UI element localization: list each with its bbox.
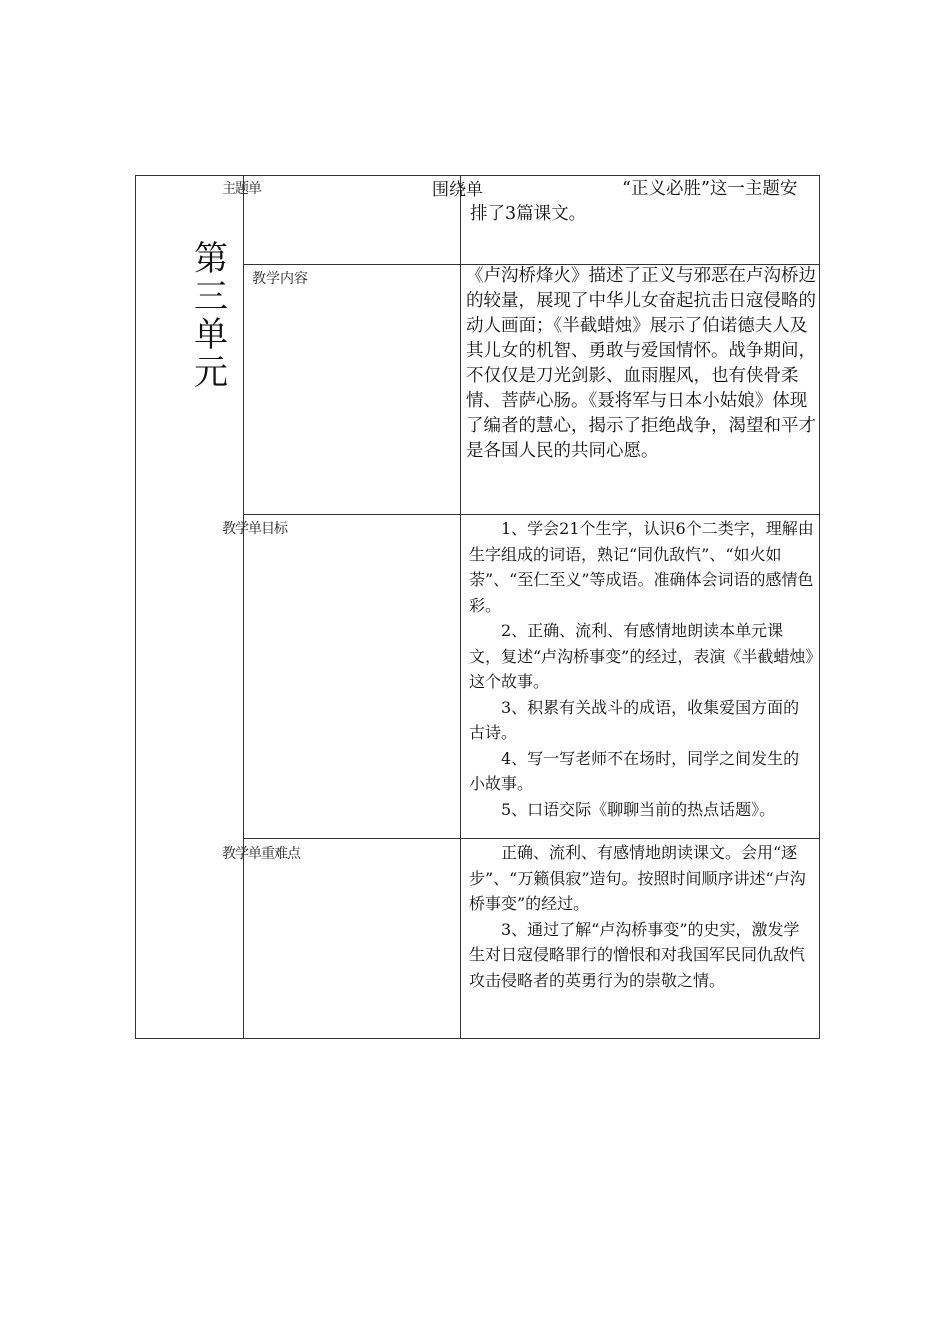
goal-item: 1、学会21个生字，认识6个二类字，理解由生字组成的词语，熟记“同仇敌忾”、“如火如荼”、“至仁至义”等成语。准确体会词语的感情色彩。: [469, 519, 814, 615]
row-label-teaching-goals: 教学单目标: [222, 521, 287, 537]
teaching-content-text: 《卢沟桥烽火》描述了正义与邪恶在卢沟桥边的较量，展现了中华儿女奋起抗击日寇侵略的动人画面；《半截蜡烛》展示了伯诺德夫人及其儿女的机智、勇敢与爱国情怀。战争期间，不仅仅是刀光剑影、血雨腥风，也有侠骨柔情、菩萨心肠。《聂将军与日本小姑娘》体现了编者的慧心，揭示了拒绝战争，渴望和平才是各国人民的共同心愿。: [466, 266, 816, 461]
column-divider-2: [460, 175, 461, 1039]
theme-header-fragment: 围绕单: [432, 180, 483, 200]
key-point-item: 正确、流利、有感情地朗读课文。会用“逐步”、“万籁俱寂”造句。按照时间顺序讲述“卢沟桥事变”的经过。: [469, 843, 806, 913]
goal-item: 4、写一写老师不在场时，同学之间发生的小故事。: [469, 748, 800, 793]
teaching-goals: [469, 516, 815, 822]
row-divider-2: [243, 514, 820, 515]
table-right-border: [819, 175, 820, 1039]
unit-title-char: 三: [194, 277, 228, 317]
row-divider-3: [243, 838, 820, 839]
column-divider-1: [243, 175, 244, 1039]
row-label-theme: 主题单: [222, 181, 261, 197]
unit-title: [186, 240, 236, 392]
unit-title-char: 元: [194, 353, 228, 393]
unit-title-char: 第: [194, 239, 228, 279]
goal-item: 5、口语交际《聊聊当前的热点话题》。: [501, 799, 776, 819]
table-left-border: [135, 175, 136, 1039]
theme-content: [470, 177, 813, 227]
teaching-content: [466, 264, 816, 464]
unit-title-char: 单: [194, 315, 228, 355]
row-label-key-points: 教学单重难点: [222, 846, 300, 862]
table-top-border: [135, 175, 820, 176]
key-point-item: 3、通过了解“卢沟桥事变”的史实，激发学生对日寇侵略罪行的憎恨和对我国军民同仇敌忾攻击侵略者的英勇行为的崇敬之情。: [469, 919, 806, 990]
goal-item: 2、正确、流利、有感情地朗读本单元课文，复述“卢沟桥事变”的经过，表演《半截蜡烛》这个故事。: [469, 621, 814, 691]
theme-text: “正义必胜”这一主题安排了3篇课文。: [470, 179, 798, 224]
table-bottom-border: [135, 1038, 820, 1039]
goal-item: 3、积累有关战斗的成语，收集爱国方面的古诗。: [469, 697, 800, 742]
key-points: [469, 840, 815, 993]
row-label-teaching-content: 教学内容: [252, 271, 308, 287]
